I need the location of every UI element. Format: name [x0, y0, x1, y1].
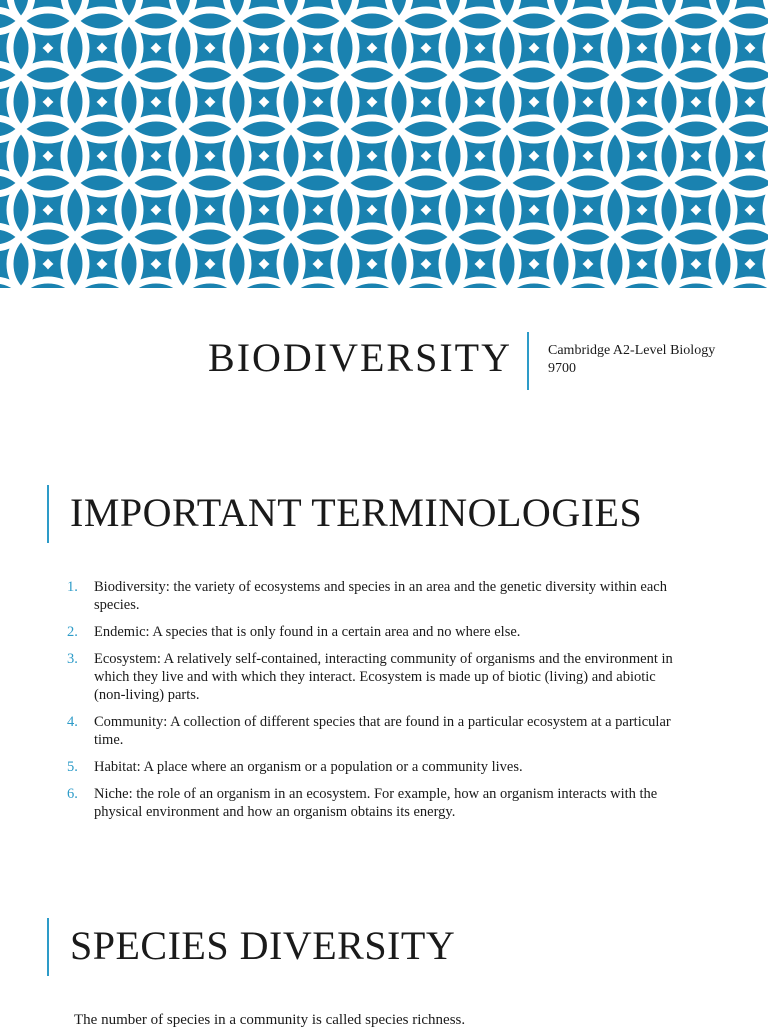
terminology-list	[60, 578, 680, 830]
list-text: Habitat: A place where an organism or a population or a community lives.	[94, 759, 523, 775]
cover-title-row	[0, 288, 768, 398]
subtitle-code: 9700	[548, 361, 576, 376]
list-number: 4.	[67, 714, 78, 730]
list-number: 5.	[67, 759, 78, 775]
section-heading: SPECIES DIVERSITY	[70, 923, 456, 968]
list-number: 1.	[67, 579, 78, 595]
list-item	[60, 758, 680, 776]
list-text: Biodiversity: the variety of ecosystems and species in an area and the genetic diversity within each species.	[94, 579, 667, 613]
list-item	[60, 785, 680, 821]
list-number: 6.	[67, 786, 78, 802]
list-text: Endemic: A species that is only found in a certain area and no where else.	[94, 624, 521, 640]
interlocking-circles-pattern	[0, 0, 768, 288]
list-text: Niche: the role of an organism in an ecosystem. For example, how an organism interacts with the physical environment and how an organism obtains its energy.	[94, 786, 658, 820]
course-subtitle	[548, 342, 748, 378]
list-number: 2.	[67, 624, 78, 640]
list-item	[60, 713, 680, 749]
species-richness-text: The number of species in a community is called species richness.	[74, 1012, 466, 1028]
list-item	[60, 623, 680, 641]
page-title: BIODIVERSITY	[208, 335, 512, 380]
subtitle-course: Cambridge A2-Level Biology	[548, 343, 716, 358]
section-accent-bar	[47, 485, 49, 543]
title-divider	[527, 332, 529, 390]
cover-pattern-banner	[0, 0, 768, 288]
list-item	[60, 650, 680, 704]
list-text: Ecosystem: A relatively self-contained, interacting community of organisms and the environment in which they live and with which they interact. Ecosystem is made up of biotic (living) and abiotic (non-living) parts.	[94, 651, 673, 703]
section-heading: IMPORTANT TERMINOLOGIES	[70, 490, 643, 535]
list-text: Community: A collection of different species that are found in a particular ecosystem at a particular time.	[94, 714, 671, 748]
list-number: 3.	[67, 651, 78, 667]
list-item	[60, 578, 680, 614]
section-accent-bar	[47, 918, 49, 976]
